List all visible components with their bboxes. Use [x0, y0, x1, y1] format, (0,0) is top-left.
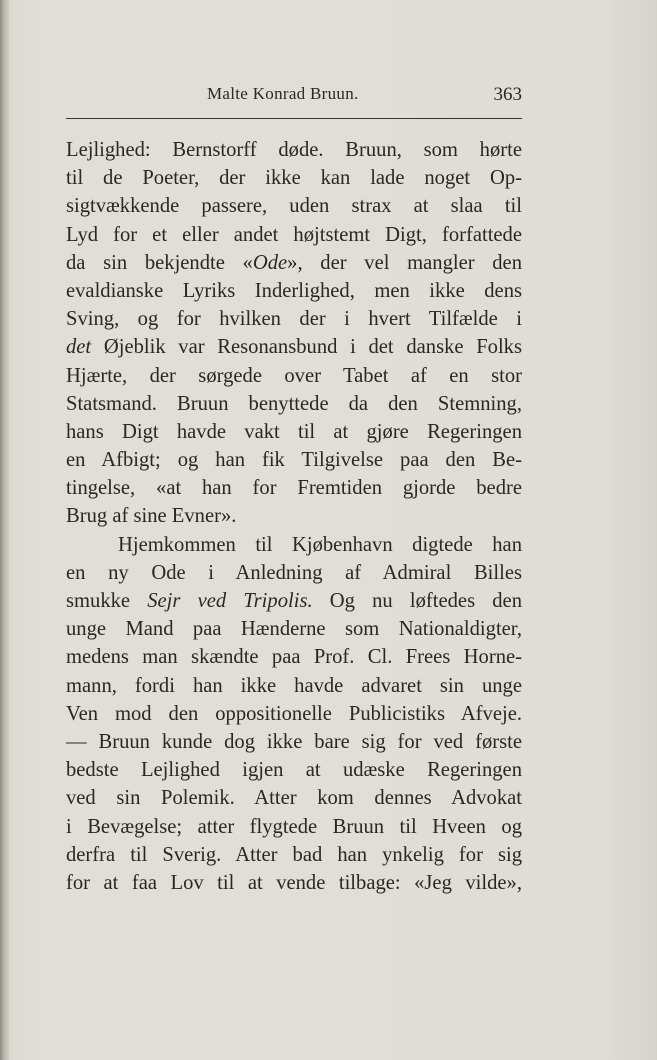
text-line: evaldianske Lyriks Inderlighed, men ikke dens — [66, 279, 522, 302]
text-line: en Afbigt; og han fik Tilgivelse paa den Be- — [66, 449, 522, 472]
text-line: Sving, og for hvilken der i hvert Tilfælde i — [66, 308, 522, 331]
text-line: hans Digt havde vakt til at gjøre Regeringen — [66, 420, 522, 443]
text-line: medens man skændte paa Prof. Cl. Frees Horne- — [66, 646, 522, 669]
text-line: bedste Lejlighed igjen at udæske Regeringen — [66, 759, 522, 782]
text-line: da sin bekjendte «Ode», der vel mangler den — [66, 251, 522, 274]
text-line: en ny Ode i Anledning af Admiral Billes — [66, 561, 522, 584]
text-line: — Bruun kunde dog ikke bare sig for ved første — [66, 730, 522, 753]
header-title: Malte Konrad Bruun. — [207, 84, 359, 103]
text-line: unge Mand paa Hænderne som Nationaldigter, — [66, 618, 522, 641]
text-line: Ven mod den oppositionelle Publicistiks Afveje. — [66, 702, 522, 725]
text-line: til de Poeter, der ikke kan lade noget Op- — [66, 167, 522, 190]
text-line: derfra til Sverig. Atter bad han ynkelig for sig — [66, 843, 522, 866]
text-line: smukke Sejr ved Tripolis. Og nu løftedes den — [66, 590, 522, 612]
text-line-paragraph-end: Brug af sine Evner». — [66, 505, 237, 528]
text-line: ved sin Polemik. Atter kom dennes Advokat — [66, 787, 522, 810]
page-number: 363 — [493, 84, 522, 105]
italic-title: Ode — [252, 251, 288, 274]
text-line: i Bevægelse; atter flygtede Bruun til Hveen og — [66, 815, 522, 838]
body-text — [66, 136, 522, 897]
italic-word: det — [66, 336, 92, 359]
text-line: for at faa Lov til at vende tilbage: «Jeg vilde», — [66, 871, 522, 894]
italic-title: Sejr ved Tripolis. — [147, 590, 313, 612]
text-line: Lejlighed: Bernstorff døde. Bruun, som hørte — [66, 139, 522, 161]
text-line: sigtvækkende passere, uden strax at slaa til — [66, 195, 522, 218]
text-line: mann, fordi han ikke havde advaret sin unge — [66, 674, 522, 697]
header-rule — [66, 118, 522, 119]
text-line-paragraph-start: Hjemkommen til Kjøbenhavn digtede han — [118, 533, 522, 556]
text-line: det Øjeblik var Resonansbund i det danske Folks — [66, 336, 522, 359]
text-line: Lyd for et eller andet højtstemt Digt, forfattede — [66, 223, 522, 246]
page-spine-edge — [0, 0, 9, 1060]
text-line: Hjærte, der sørgede over Tabet af en stor — [66, 364, 522, 387]
running-header — [66, 84, 522, 110]
text-line: Statsmand. Bruun benyttede da den Stemning, — [66, 392, 522, 415]
text-line: tingelse, «at han for Fremtiden gjorde bedre — [66, 477, 522, 500]
